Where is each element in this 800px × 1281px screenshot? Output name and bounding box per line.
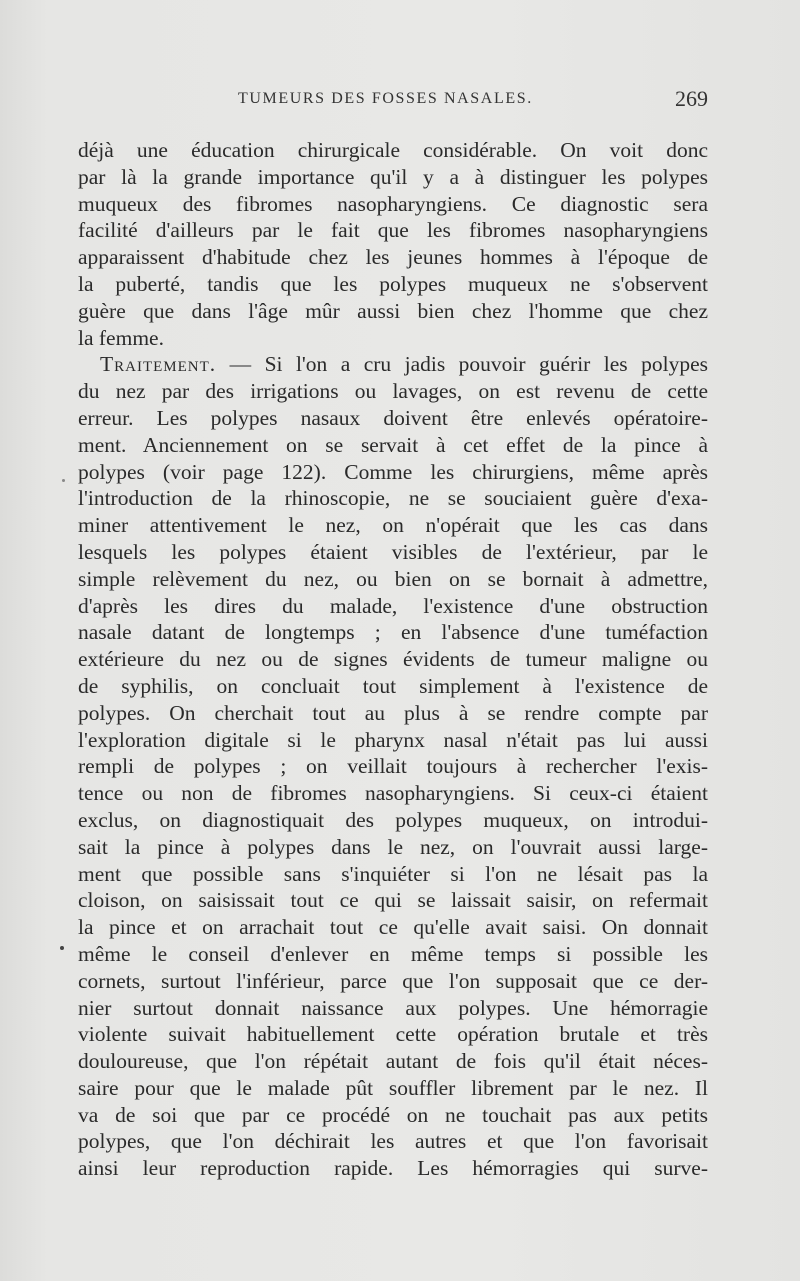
- text-line: nier surtout donnait naissance aux polypes. Une hémorragie: [78, 995, 708, 1020]
- text-line: même le conseil d'enlever en même temps si possible les: [78, 941, 708, 966]
- text-line: d'après les dires du malade, l'existence d'une obstruction: [78, 593, 708, 618]
- section-heading-traitement: Traitement.: [100, 352, 217, 377]
- text-line: la pince et on arrachait tout ce qu'elle avait saisi. On donnait: [78, 915, 708, 940]
- text-line: l'introduction de la rhinoscopie, ne se souciaient guère d'exa-: [78, 486, 708, 511]
- page-header: [78, 86, 708, 120]
- margin-dot-mark: [60, 946, 64, 950]
- text-line: de syphilis, on concluait tout simplement à l'existence de: [78, 673, 708, 698]
- text-line: la femme.: [78, 325, 164, 350]
- text-line: extérieure du nez ou de signes évidents de tumeur maligne ou: [78, 647, 708, 672]
- text-line: ment que possible sans s'inquiéter si l'on ne lésait pas la: [78, 861, 708, 886]
- text-line: guère que dans l'âge mûr aussi bien chez l'homme que chez: [78, 298, 708, 323]
- text-line: polypes (voir page 122). Comme les chirurgiens, même après: [78, 459, 708, 484]
- text-line: cloison, on saisissait tout ce qui se laissait saisir, on refermait: [78, 888, 708, 913]
- text-line: erreur. Les polypes nasaux doivent être enlevés opératoire-: [78, 405, 708, 430]
- body-text: [78, 137, 708, 1182]
- text-line: apparaissent d'habitude chez les jeunes hommes à l'époque de: [78, 245, 708, 270]
- text-line: tence ou non de fibromes nasopharyngiens. Si ceux-ci étaient: [78, 781, 708, 806]
- traitement-first-line: [78, 351, 708, 378]
- text-line: lesquels les polypes étaient visibles de l'extérieur, par le: [78, 539, 708, 564]
- text-line: polypes, que l'on déchirait les autres et que l'on favorisait: [78, 1129, 708, 1154]
- running-title: TUMEURS DES FOSSES NASALES.: [238, 90, 533, 107]
- text-line: l'exploration digitale si le pharynx nasal n'était pas lui aussi: [78, 727, 708, 752]
- text-line: ment. Anciennement on se servait à cet effet de la pince à: [78, 432, 708, 457]
- text-line: sait la pince à polypes dans le nez, on l'ouvrait aussi large-: [78, 834, 708, 859]
- text-line: du nez par des irrigations ou lavages, on est revenu de cette: [78, 379, 708, 404]
- text-line: saire pour que le malade pût souffler librement par le nez. Il: [78, 1075, 708, 1100]
- text-line: facilité d'ailleurs par le fait que les fibromes nasopharyngiens: [78, 218, 708, 243]
- text-line: nasale datant de longtemps ; en l'absence d'une tuméfaction: [78, 620, 708, 645]
- text-line: déjà une éducation chirurgicale considérable. On voit donc: [78, 138, 708, 162]
- text-line: muqueux des fibromes nasopharyngiens. Ce diagnostic sera: [78, 191, 708, 216]
- text-line: exclus, on diagnostiquait des polypes muqueux, on introdui-: [78, 807, 708, 832]
- text-line: ainsi leur reproduction rapide. Les hémorragies qui surve-: [78, 1156, 708, 1181]
- text-line: cornets, surtout l'inférieur, parce que l'on supposait que ce der-: [78, 968, 708, 993]
- page-number: 269: [675, 86, 708, 111]
- text-line: rempli de polypes ; on veillait toujours à rechercher l'exis-: [78, 754, 708, 779]
- text-line: la puberté, tandis que les polypes muqueux ne s'observent: [78, 271, 708, 296]
- text-line: va de soi que par ce procédé on ne touchait pas aux petits: [78, 1102, 708, 1127]
- margin-speck-mark: [62, 479, 65, 482]
- text-line: par là la grande importance qu'il y a à distinguer les polypes: [78, 164, 708, 189]
- text-line: douloureuse, que l'on répétait autant de fois qu'il était néces-: [78, 1049, 708, 1074]
- text-line: polypes. On cherchait tout au plus à se rendre compte par: [78, 700, 708, 725]
- text-line: violente suivait habituellement cette opération brutale et très: [78, 1022, 708, 1047]
- text-line: miner attentivement le nez, on n'opérait que les cas dans: [78, 513, 708, 538]
- traitement-first-line-text: — Si l'on a cru jadis pouvoir guérir les polypes: [216, 352, 708, 377]
- text-line: simple relèvement du nez, ou bien on se bornait à admettre,: [78, 566, 708, 591]
